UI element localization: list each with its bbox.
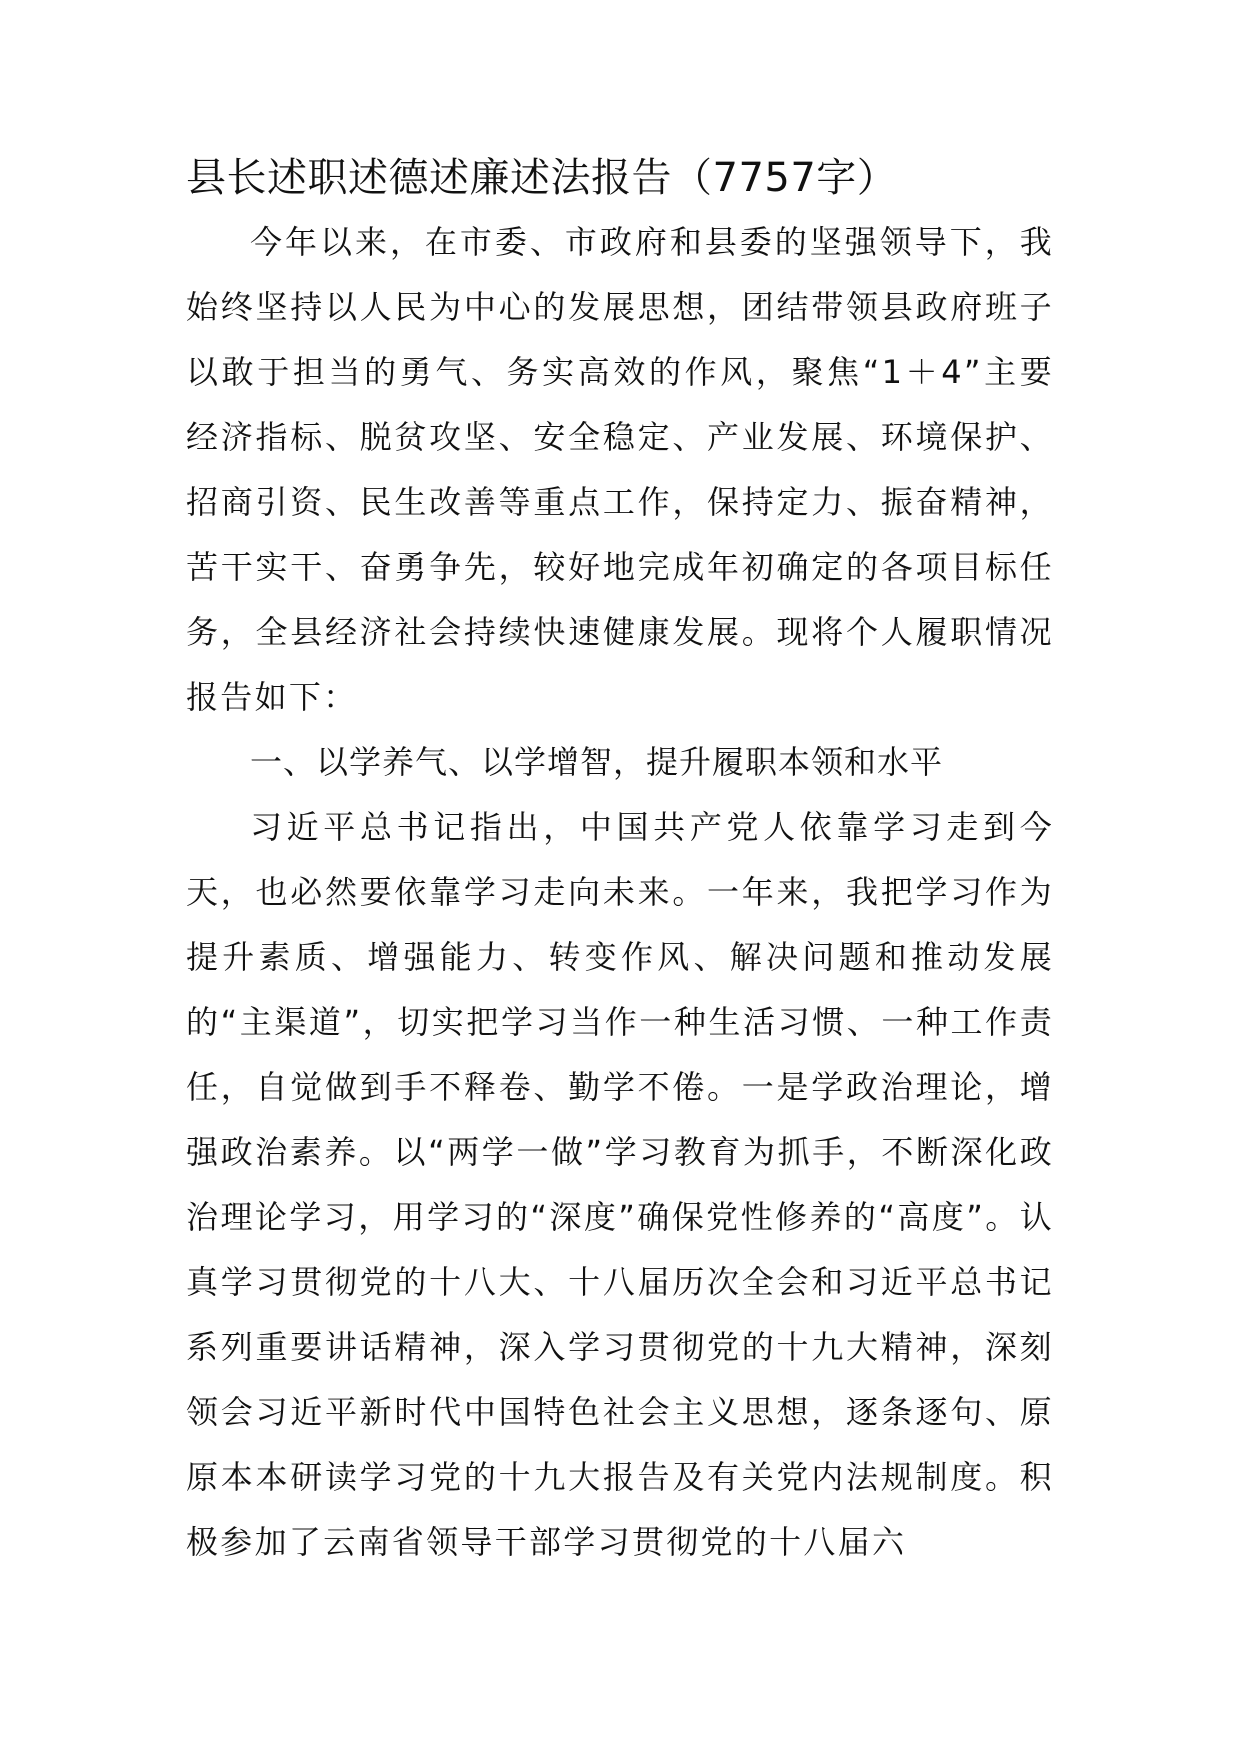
document-body: [186, 150, 1054, 1575]
intro-paragraph: 今年以来，在市委、市政府和县委的坚强领导下，我始终坚持以人民为中心的发展思想，团结带领县政府班子以敢于担当的勇气、务实高效的作风，聚焦“1＋4”主要经济指标、脱贫攻坚、安全稳定、产业发展、环境保护、招商引资、民生改善等重点工作，保持定力、振奋精神，苦干实干、奋勇争先，较好地完成年初确定的各项目标任务，全县经济社会持续快速健康发展。现将个人履职情况报告如下：: [186, 223, 1054, 716]
section-1-paragraph: 习近平总书记指出，中国共产党人依靠学习走到今天，也必然要依靠学习走向未来。一年来，我把学习作为提升素质、增强能力、转变作风、解决问题和推动发展的“主渠道”，切实把学习当作一种生活习惯、一种工作责任，自觉做到手不释卷、勤学不倦。一是学政治理论，增强政治素养。以“两学一做”学习教育为抓手，不断深化政治理论学习，用学习的“深度”确保党性修养的“高度”。认真学习贯彻党的十八大、十八届历次全会和习近平总书记系列重要讲话精神，深入学习贯彻党的十九大精神，深刻领会习近平新时代中国特色社会主义思想，逐条逐句、原原本本研读学习党的十九大报告及有关党内法规制度。积极参加了云南省领导干部学习贯彻党的十八届六: [186, 808, 1054, 1561]
document-title: 县长述职述德述廉述法报告（7757字）: [186, 155, 898, 201]
section-1-heading: 一、以学养气、以学增智，提升履职本领和水平: [250, 743, 944, 781]
